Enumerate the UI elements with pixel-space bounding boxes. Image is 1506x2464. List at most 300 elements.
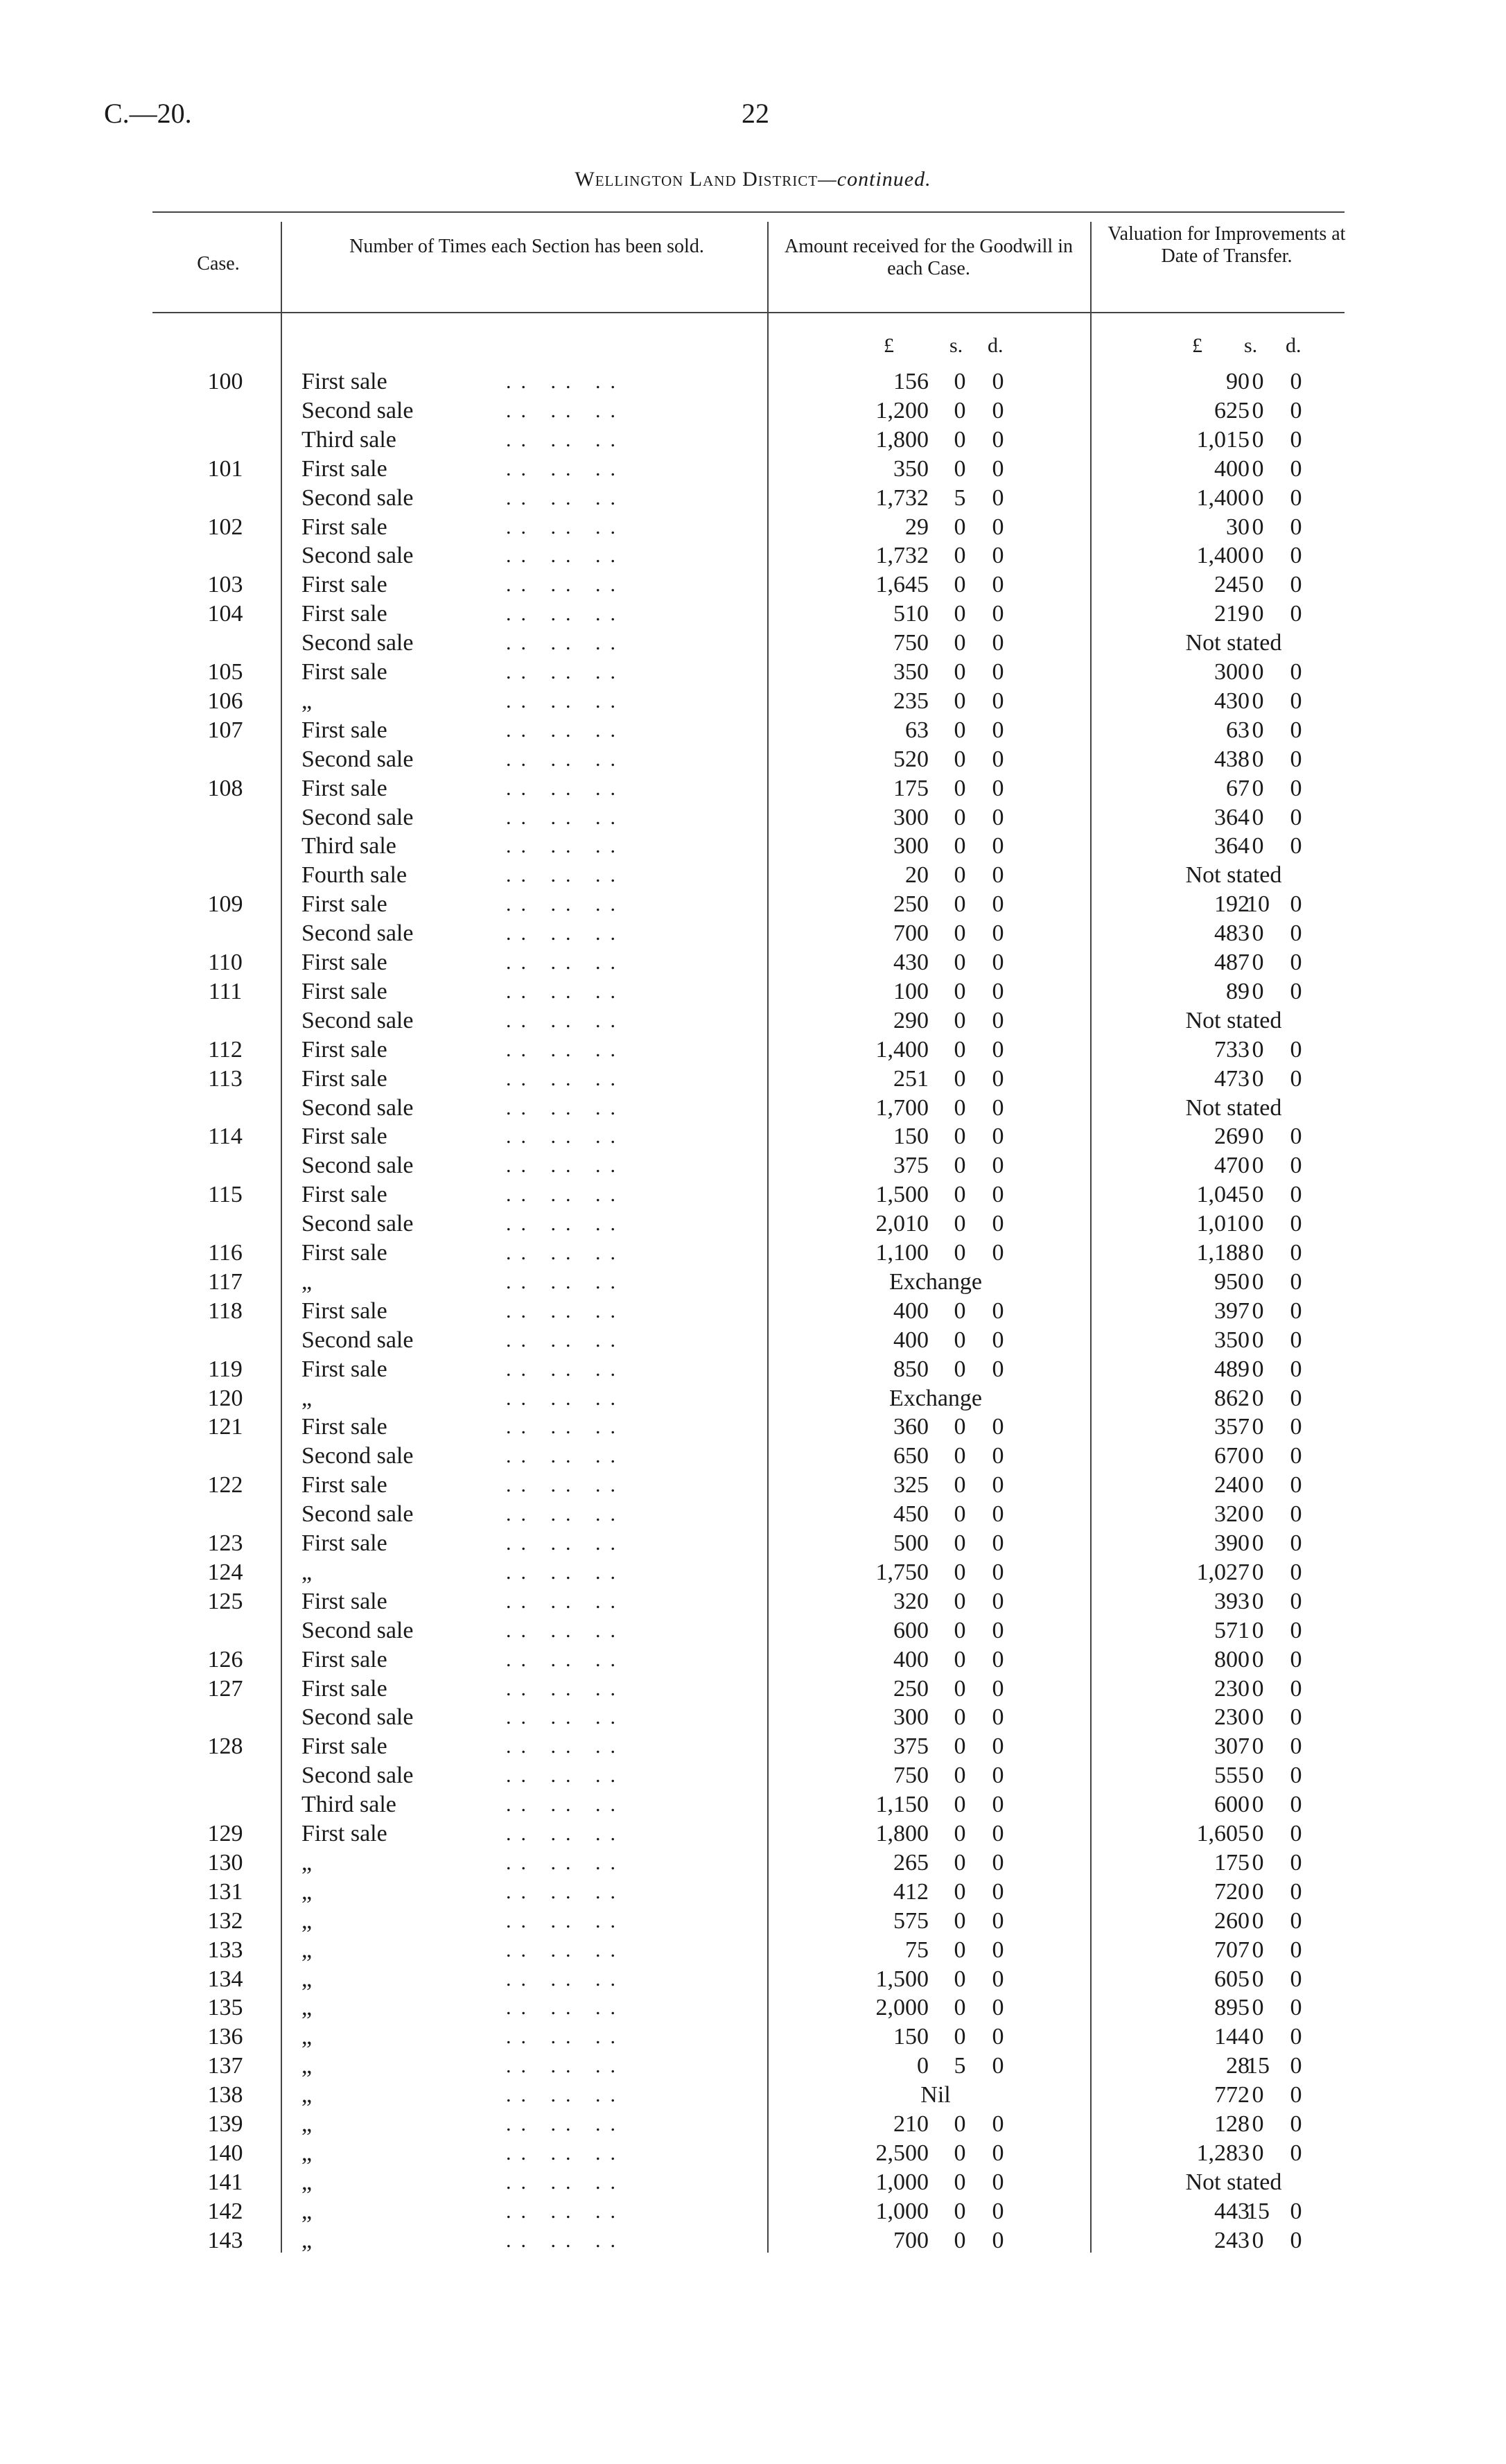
leader-dots: .. .. .. xyxy=(506,1008,625,1032)
goodwill-text: Exchange xyxy=(888,1385,983,1411)
case-number: 125 xyxy=(207,1588,243,1614)
valuation-shillings: 10 xyxy=(1246,891,1270,918)
valuation-pence: 0 xyxy=(1290,2198,1302,2224)
leader-dots: .. .. .. xyxy=(506,457,625,480)
table-row xyxy=(0,2052,1506,2081)
valuation-text: Not stated xyxy=(1185,2169,1282,2195)
goodwill-pounds: 700 xyxy=(893,2227,929,2253)
leader-dots: .. .. .. xyxy=(506,1764,625,1788)
header-case: Case. xyxy=(197,253,240,274)
valuation-shillings: 0 xyxy=(1252,1472,1264,1499)
goodwill-pence: 0 xyxy=(992,1821,1004,1846)
valuation-pence: 0 xyxy=(1290,2140,1302,2166)
table-row xyxy=(0,541,1506,570)
goodwill-pounds: 1,400 xyxy=(875,1036,929,1063)
sale-description: „ xyxy=(301,2169,313,2195)
goodwill-pounds: 400 xyxy=(893,1327,929,1353)
valuation-pence: 0 xyxy=(1290,833,1302,859)
valuation-pounds: 487 xyxy=(1214,950,1250,975)
goodwill-shillings: 0 xyxy=(954,978,966,1004)
valuation-pounds: 625 xyxy=(1214,397,1250,423)
case-number: 112 xyxy=(208,1036,243,1063)
leader-dots: .. .. .. xyxy=(506,370,625,393)
case-number: 129 xyxy=(207,1821,243,1846)
goodwill-pence: 0 xyxy=(992,1327,1004,1353)
valuation-pounds: 1,400 xyxy=(1196,484,1250,511)
valuation-shillings: 0 xyxy=(1252,1821,1264,1846)
case-number: 142 xyxy=(207,2198,243,2224)
goodwill-pounds: 700 xyxy=(893,920,929,947)
valuation-pence: 0 xyxy=(1290,920,1302,947)
table-row xyxy=(0,1761,1506,1790)
goodwill-shillings: 0 xyxy=(954,1007,966,1033)
goodwill-shillings: 0 xyxy=(954,1065,966,1092)
goodwill-shillings: 0 xyxy=(954,1646,966,1672)
leader-dots: .. .. .. xyxy=(506,661,625,683)
valuation-shillings: 0 xyxy=(1252,833,1264,859)
goodwill-shillings: 0 xyxy=(954,1443,966,1469)
header-goodwill: Amount received for the Goodwill in each Case. xyxy=(784,236,1073,279)
sale-description: First sale xyxy=(301,1821,387,1846)
goodwill-pounds: 400 xyxy=(893,1297,929,1324)
valuation-pounds: 1,010 xyxy=(1196,1211,1250,1237)
sale-description: Second sale xyxy=(301,1443,414,1469)
leader-dots: .. .. .. xyxy=(506,864,625,887)
table-row xyxy=(0,1703,1506,1732)
valuation-pence: 0 xyxy=(1290,2082,1302,2108)
sale-description: „ xyxy=(301,1995,313,2021)
leader-dots: .. .. .. xyxy=(506,1125,625,1148)
goodwill-shillings: 0 xyxy=(954,1211,966,1237)
case-number: 124 xyxy=(207,1559,243,1585)
table-row xyxy=(0,1355,1506,1384)
table-row xyxy=(0,1819,1506,1849)
goodwill-pounds: 156 xyxy=(893,369,929,394)
table-row xyxy=(0,1907,1506,1936)
sale-description: „ xyxy=(301,1849,313,1876)
goodwill-pounds: 250 xyxy=(893,1675,929,1702)
goodwill-pence: 0 xyxy=(992,1182,1004,1208)
sale-description: Second sale xyxy=(301,1007,414,1033)
sale-description: „ xyxy=(301,2198,313,2224)
goodwill-shillings: 0 xyxy=(954,369,966,394)
valuation-pence: 0 xyxy=(1290,1385,1302,1411)
valuation-shillings: 0 xyxy=(1252,1036,1264,1063)
valuation-pence: 0 xyxy=(1290,1849,1302,1876)
sale-description: Second sale xyxy=(301,1327,414,1353)
goodwill-pounds: 1,100 xyxy=(875,1240,929,1266)
goodwill-pence: 0 xyxy=(992,2198,1004,2224)
valuation-shillings: 0 xyxy=(1252,1443,1264,1469)
valuation-pence: 0 xyxy=(1290,1617,1302,1643)
case-number: 114 xyxy=(208,1124,243,1150)
goodwill-pence: 0 xyxy=(992,1792,1004,1818)
valuation-pence: 0 xyxy=(1290,775,1302,801)
goodwill-shillings: 0 xyxy=(954,1153,966,1179)
table-row xyxy=(0,745,1506,774)
valuation-pence: 0 xyxy=(1290,804,1302,830)
goodwill-pence: 0 xyxy=(992,455,1004,482)
goodwill-pounds: 265 xyxy=(893,1849,929,1876)
valuation-shillings: 0 xyxy=(1252,1646,1264,1672)
goodwill-shillings: 0 xyxy=(954,1995,966,2021)
table-row xyxy=(0,1878,1506,1907)
table-row xyxy=(0,570,1506,600)
sale-description: Second sale xyxy=(301,1501,414,1528)
goodwill-pence: 0 xyxy=(992,1414,1004,1440)
goodwill-pounds: 1,732 xyxy=(875,543,929,569)
goodwill-pounds: 1,800 xyxy=(875,426,929,453)
case-number: 132 xyxy=(207,1907,243,1934)
sale-description: „ xyxy=(301,688,313,714)
valuation-pence: 0 xyxy=(1290,369,1302,394)
goodwill-shillings: 0 xyxy=(954,426,966,453)
case-number: 141 xyxy=(207,2169,243,2195)
valuation-shillings: 0 xyxy=(1252,746,1264,772)
valuation-shillings: 0 xyxy=(1252,543,1264,569)
valuation-pence: 0 xyxy=(1290,1414,1302,1440)
valuation-shillings: 0 xyxy=(1252,717,1264,743)
leader-dots: .. .. .. xyxy=(506,631,625,655)
table-row xyxy=(0,1326,1506,1355)
goodwill-pounds: 375 xyxy=(893,1733,929,1760)
valuation-pounds: 400 xyxy=(1214,455,1250,482)
table-row xyxy=(0,774,1506,803)
table-row xyxy=(0,1732,1506,1761)
valuation-shillings: 0 xyxy=(1252,1268,1264,1295)
valuation-pence: 0 xyxy=(1290,1646,1302,1672)
goodwill-shillings: 0 xyxy=(954,746,966,772)
goodwill-shillings: 0 xyxy=(954,1937,966,1963)
sale-description: „ xyxy=(301,1268,313,1295)
goodwill-shillings: 0 xyxy=(954,1414,966,1440)
case-number: 139 xyxy=(207,2111,243,2137)
goodwill-shillings: 0 xyxy=(954,1124,966,1150)
valuation-shillings: 0 xyxy=(1252,601,1264,627)
goodwill-shillings: 0 xyxy=(954,659,966,685)
leader-dots: .. .. .. xyxy=(506,1183,625,1207)
case-number: 127 xyxy=(207,1675,243,1702)
valuation-pounds: 605 xyxy=(1214,1966,1250,1992)
leader-dots: .. .. .. xyxy=(506,399,625,422)
valuation-shillings: 0 xyxy=(1252,1356,1264,1382)
goodwill-text: Nil xyxy=(920,2082,951,2108)
goodwill-pence: 0 xyxy=(992,1297,1004,1324)
case-number: 140 xyxy=(207,2140,243,2166)
valuation-pence: 0 xyxy=(1290,2053,1302,2079)
leader-dots: .. .. .. xyxy=(506,922,625,945)
valuation-pounds: 89 xyxy=(1226,978,1250,1004)
sale-description: Second sale xyxy=(301,484,414,511)
table-row xyxy=(0,1151,1506,1180)
table-row xyxy=(0,367,1506,396)
case-number: 115 xyxy=(208,1182,243,1208)
valuation-pounds: 364 xyxy=(1214,833,1250,859)
goodwill-pence: 0 xyxy=(992,688,1004,714)
valuation-pence: 0 xyxy=(1290,514,1302,540)
goodwill-pounds: 300 xyxy=(893,1704,929,1731)
goodwill-pounds: 2,010 xyxy=(875,1211,929,1237)
goodwill-shillings: 0 xyxy=(954,1617,966,1643)
goodwill-pounds: 1,000 xyxy=(875,2169,929,2195)
valuation-pounds: 1,605 xyxy=(1196,1821,1250,1846)
sale-description: Second sale xyxy=(301,1763,414,1789)
table-row xyxy=(0,2110,1506,2139)
goodwill-pounds: 430 xyxy=(893,950,929,975)
leader-dots: .. .. .. xyxy=(506,776,625,800)
valuation-pounds: 733 xyxy=(1214,1036,1250,1063)
leader-dots: .. .. .. xyxy=(506,2025,625,2049)
goodwill-pounds: 1,500 xyxy=(875,1182,929,1208)
table-row xyxy=(0,1529,1506,1558)
goodwill-pence: 0 xyxy=(992,543,1004,569)
goodwill-pence: 0 xyxy=(992,426,1004,453)
sale-description: First sale xyxy=(301,514,387,540)
leader-dots: .. .. .. xyxy=(506,2054,625,2078)
case-number: 136 xyxy=(207,2024,243,2050)
valuation-pence: 0 xyxy=(1290,1501,1302,1528)
leader-dots: .. .. .. xyxy=(506,1909,625,1932)
sale-description: Second sale xyxy=(301,630,414,656)
valuation-pence: 0 xyxy=(1290,601,1302,627)
valuation-shillings: 0 xyxy=(1252,1530,1264,1556)
valuation-shillings: 0 xyxy=(1252,426,1264,453)
goodwill-shillings: 0 xyxy=(954,2169,966,2195)
case-number: 126 xyxy=(207,1646,243,1672)
sale-description: Second sale xyxy=(301,397,414,423)
valuation-pence: 0 xyxy=(1290,1124,1302,1150)
valuation-pence: 0 xyxy=(1290,2111,1302,2137)
valuation-shillings-unit: s. xyxy=(1244,334,1258,357)
table-row xyxy=(0,1180,1506,1209)
valuation-shillings: 0 xyxy=(1252,1124,1264,1150)
case-number: 113 xyxy=(208,1065,243,1092)
table-row xyxy=(0,1268,1506,1297)
case-number: 123 xyxy=(207,1530,243,1556)
goodwill-pence: 0 xyxy=(992,2053,1004,2079)
valuation-pounds: 430 xyxy=(1214,688,1250,714)
valuation-shillings: 0 xyxy=(1252,1878,1264,1905)
goodwill-shillings: 0 xyxy=(954,1559,966,1585)
sale-description: Second sale xyxy=(301,1704,414,1731)
goodwill-pence: 0 xyxy=(992,1704,1004,1731)
goodwill-shillings: 0 xyxy=(954,1821,966,1846)
goodwill-pounds: 20 xyxy=(905,862,929,889)
sale-description: „ xyxy=(301,2227,313,2253)
goodwill-pence: 0 xyxy=(992,659,1004,685)
goodwill-pence: 0 xyxy=(992,630,1004,656)
case-number: 122 xyxy=(207,1472,243,1499)
valuation-pounds: 175 xyxy=(1214,1849,1250,1876)
table-row xyxy=(0,1442,1506,1471)
valuation-shillings: 0 xyxy=(1252,1617,1264,1643)
valuation-pence: 0 xyxy=(1290,1356,1302,1382)
table-row xyxy=(0,2022,1506,2052)
valuation-pounds: 390 xyxy=(1214,1530,1250,1556)
table-row xyxy=(0,1965,1506,1994)
goodwill-pounds: 1,750 xyxy=(875,1559,929,1585)
leader-dots: .. .. .. xyxy=(506,1589,625,1613)
title-suffix: —continued. xyxy=(818,168,931,191)
valuation-pence: 0 xyxy=(1290,1792,1302,1818)
goodwill-pence: 0 xyxy=(992,1559,1004,1585)
leader-dots: .. .. .. xyxy=(506,893,625,916)
valuation-pence: 0 xyxy=(1290,1704,1302,1731)
valuation-shillings: 0 xyxy=(1252,1763,1264,1789)
goodwill-pounds: 500 xyxy=(893,1530,929,1556)
sale-description: First sale xyxy=(301,1472,387,1499)
leader-dots: .. .. .. xyxy=(506,515,625,539)
valuation-pence: 0 xyxy=(1290,1472,1302,1499)
valuation-pounds: 1,027 xyxy=(1196,1559,1250,1585)
sale-description: Third sale xyxy=(301,426,396,453)
goodwill-pence: 0 xyxy=(992,2227,1004,2253)
table-row xyxy=(0,1471,1506,1500)
leader-dots: .. .. .. xyxy=(506,689,625,713)
header-valuation: Valuation for Improvements at Date of Transfer. xyxy=(1107,223,1346,267)
table-row xyxy=(0,1413,1506,1442)
goodwill-pounds: 1,732 xyxy=(875,484,929,511)
valuation-shillings: 0 xyxy=(1252,1792,1264,1818)
sale-description: Second sale xyxy=(301,920,414,947)
case-number: 117 xyxy=(208,1268,243,1295)
valuation-pounds: 1,188 xyxy=(1196,1240,1250,1266)
table-row xyxy=(0,1616,1506,1645)
goodwill-pounds: 750 xyxy=(893,630,929,656)
table-row xyxy=(0,716,1506,745)
valuation-shillings: 0 xyxy=(1252,1907,1264,1934)
goodwill-pence: 0 xyxy=(992,1501,1004,1528)
valuation-shillings: 0 xyxy=(1252,659,1264,685)
valuation-pounds: 144 xyxy=(1214,2024,1250,2050)
valuation-pounds: 707 xyxy=(1214,1937,1250,1963)
goodwill-shillings: 0 xyxy=(954,833,966,859)
valuation-pence: 0 xyxy=(1290,426,1302,453)
goodwill-pence: 0 xyxy=(992,1588,1004,1614)
goodwill-pounds: 1,000 xyxy=(875,2198,929,2224)
leader-dots: .. .. .. xyxy=(506,544,625,568)
goodwill-shillings: 0 xyxy=(954,891,966,918)
goodwill-pounds: 375 xyxy=(893,1153,929,1179)
valuation-pounds: 720 xyxy=(1214,1878,1250,1905)
table-row xyxy=(0,948,1506,977)
table-row xyxy=(0,1122,1506,1151)
valuation-pence-unit: d. xyxy=(1286,334,1302,357)
leader-dots: .. .. .. xyxy=(506,1822,625,1845)
sale-description: „ xyxy=(301,1559,313,1585)
case-number: 103 xyxy=(207,572,243,598)
valuation-pounds: 470 xyxy=(1214,1153,1250,1179)
valuation-shillings: 0 xyxy=(1252,1733,1264,1760)
valuation-pence: 0 xyxy=(1290,1530,1302,1556)
valuation-pence: 0 xyxy=(1290,1763,1302,1789)
sale-description: Second sale xyxy=(301,804,414,830)
valuation-shillings: 0 xyxy=(1252,369,1264,394)
leader-dots: .. .. .. xyxy=(506,1706,625,1729)
goodwill-shillings: 0 xyxy=(954,1472,966,1499)
goodwill-pounds: 450 xyxy=(893,1501,929,1528)
goodwill-shillings: 0 xyxy=(954,572,966,598)
sale-description: Second sale xyxy=(301,746,414,772)
leader-dots: .. .. .. xyxy=(506,1677,625,1700)
goodwill-shillings: 5 xyxy=(954,484,966,511)
sale-description: First sale xyxy=(301,1065,387,1092)
goodwill-pence: 0 xyxy=(992,891,1004,918)
valuation-pounds: 300 xyxy=(1214,659,1250,685)
valuation-pounds: 192 xyxy=(1214,891,1250,918)
sale-description: „ xyxy=(301,1966,313,1992)
sale-description: First sale xyxy=(301,369,387,394)
case-number: 110 xyxy=(208,950,243,975)
valuation-shillings: 0 xyxy=(1252,1385,1264,1411)
valuation-pence: 0 xyxy=(1290,950,1302,975)
case-number: 105 xyxy=(207,659,243,685)
goodwill-pence: 0 xyxy=(992,601,1004,627)
table-row xyxy=(0,832,1506,861)
goodwill-pounds: 2,000 xyxy=(875,1995,929,2021)
valuation-pence: 0 xyxy=(1290,891,1302,918)
goodwill-pence: 0 xyxy=(992,514,1004,540)
valuation-pounds: 1,400 xyxy=(1196,543,1250,569)
goodwill-shillings: 0 xyxy=(954,1182,966,1208)
valuation-pence: 0 xyxy=(1290,1182,1302,1208)
case-number: 111 xyxy=(208,978,243,1004)
leader-dots: .. .. .. xyxy=(506,2170,625,2194)
goodwill-pence: 0 xyxy=(992,804,1004,830)
goodwill-pence: 0 xyxy=(992,1617,1004,1643)
valuation-pence: 0 xyxy=(1290,1907,1302,1934)
leader-dots: .. .. .. xyxy=(506,2228,625,2252)
goodwill-pence: 0 xyxy=(992,1240,1004,1266)
goodwill-shillings: 0 xyxy=(954,688,966,714)
valuation-pence: 0 xyxy=(1290,2024,1302,2050)
goodwill-pence: 0 xyxy=(992,950,1004,975)
goodwill-pounds: 575 xyxy=(893,1907,929,1934)
page-title xyxy=(0,168,1506,191)
leader-dots: .. .. .. xyxy=(506,1038,625,1061)
leader-dots: .. .. .. xyxy=(506,573,625,597)
leader-dots: .. .. .. xyxy=(506,1299,625,1322)
sale-description: Second sale xyxy=(301,1094,414,1121)
valuation-text: Not stated xyxy=(1185,862,1282,889)
valuation-shillings: 0 xyxy=(1252,2140,1264,2166)
goodwill-pounds: 750 xyxy=(893,1763,929,1789)
valuation-pounds-unit: £ xyxy=(1192,334,1202,357)
valuation-pounds: 950 xyxy=(1214,1268,1250,1295)
goodwill-pence: 0 xyxy=(992,1675,1004,1702)
valuation-shillings: 0 xyxy=(1252,1501,1264,1528)
valuation-pounds: 230 xyxy=(1214,1675,1250,1702)
table-row xyxy=(0,658,1506,687)
valuation-shillings: 0 xyxy=(1252,688,1264,714)
goodwill-pence: 0 xyxy=(992,1995,1004,2021)
goodwill-pounds-unit: £ xyxy=(884,334,894,357)
leader-dots: .. .. .. xyxy=(506,747,625,771)
goodwill-pence: 0 xyxy=(992,1849,1004,1876)
table-row xyxy=(0,1036,1506,1065)
sale-description: First sale xyxy=(301,1588,387,1614)
goodwill-shillings: 5 xyxy=(954,2053,966,2079)
sale-description: First sale xyxy=(301,891,387,918)
table-row xyxy=(0,1675,1506,1704)
valuation-shillings: 0 xyxy=(1252,978,1264,1004)
goodwill-pounds: 1,200 xyxy=(875,397,929,423)
valuation-pounds: 230 xyxy=(1214,1704,1250,1731)
valuation-text: Not stated xyxy=(1185,1007,1282,1033)
leader-dots: .. .. .. xyxy=(506,1357,625,1381)
leader-dots: .. .. .. xyxy=(506,951,625,974)
table-row xyxy=(0,1645,1506,1675)
